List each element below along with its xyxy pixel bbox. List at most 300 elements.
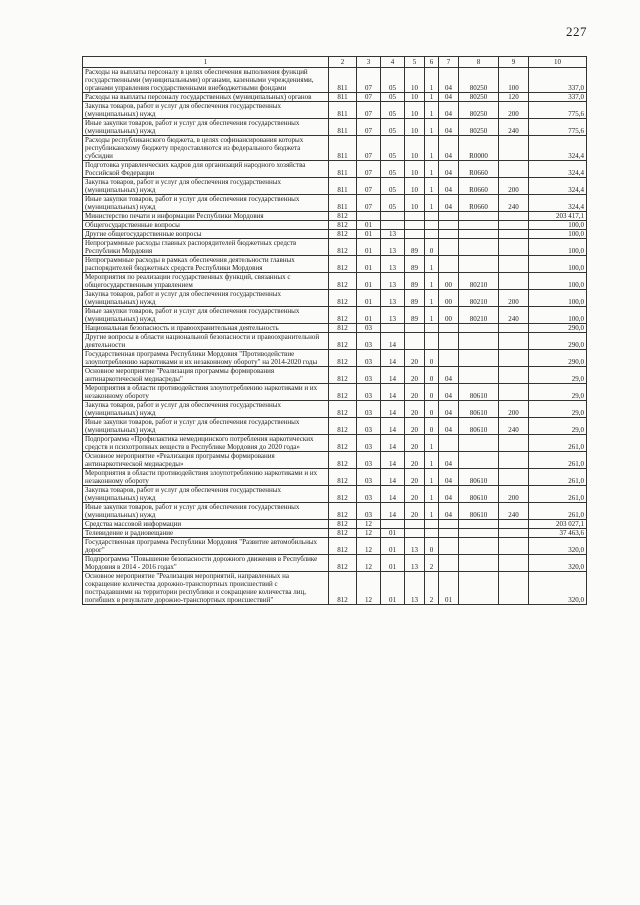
code-direction <box>459 324 499 333</box>
code-expense-type <box>499 572 529 605</box>
code-program <box>405 333 425 350</box>
code-ministry: 812 <box>329 256 357 273</box>
code-direction <box>459 212 499 221</box>
row-amount: 100,0 <box>529 290 587 307</box>
row-name: Национальная безопасность и правоохранительная деятельность <box>83 324 329 333</box>
code-section: 03 <box>357 469 381 486</box>
code-expense-type <box>499 435 529 452</box>
code-direction <box>459 529 499 538</box>
table-row <box>83 239 587 256</box>
table-row <box>83 384 587 401</box>
code-expense-type: 240 <box>499 195 529 212</box>
code-subsection: 13 <box>381 256 405 273</box>
code-ministry: 812 <box>329 367 357 384</box>
code-program: 89 <box>405 307 425 324</box>
code-activity: 04 <box>439 503 459 520</box>
code-program: 20 <box>405 384 425 401</box>
code-ministry: 812 <box>329 529 357 538</box>
code-expense-type <box>499 212 529 221</box>
code-ministry: 812 <box>329 324 357 333</box>
code-subsection: 01 <box>381 572 405 605</box>
code-subprogram: 1 <box>425 273 439 290</box>
code-expense-type: 200 <box>499 486 529 503</box>
code-expense-type <box>499 239 529 256</box>
code-ministry: 812 <box>329 555 357 572</box>
row-amount: 261,0 <box>529 503 587 520</box>
code-section: 03 <box>357 384 381 401</box>
code-ministry: 812 <box>329 273 357 290</box>
code-subprogram: 1 <box>425 256 439 273</box>
code-activity: 04 <box>439 93 459 102</box>
code-program: 89 <box>405 256 425 273</box>
table-row <box>83 503 587 520</box>
code-activity: 04 <box>439 119 459 136</box>
code-ministry: 812 <box>329 418 357 435</box>
code-activity: 04 <box>439 452 459 469</box>
code-expense-type <box>499 367 529 384</box>
row-amount: 337,0 <box>529 68 587 93</box>
table-row <box>83 273 587 290</box>
table-row <box>83 572 587 605</box>
table-row <box>83 230 587 239</box>
row-name: Основное мероприятие «Реализация программы формирования антинаркотической медиасреды» <box>83 452 329 469</box>
code-ministry: 812 <box>329 212 357 221</box>
code-ministry: 811 <box>329 119 357 136</box>
row-amount: 324,4 <box>529 136 587 161</box>
row-amount: 100,0 <box>529 256 587 273</box>
code-subsection <box>381 324 405 333</box>
code-section: 07 <box>357 178 381 195</box>
code-section: 03 <box>357 452 381 469</box>
code-expense-type: 200 <box>499 102 529 119</box>
code-expense-type: 120 <box>499 93 529 102</box>
code-activity <box>439 324 459 333</box>
code-subprogram: 0 <box>425 239 439 256</box>
row-name: Другие вопросы в области национальной безопасности и правоохранительной деятельности <box>83 333 329 350</box>
table-row <box>83 367 587 384</box>
code-subsection: 14 <box>381 333 405 350</box>
code-activity: 04 <box>439 195 459 212</box>
code-expense-type <box>499 256 529 273</box>
row-amount: 290,0 <box>529 350 587 367</box>
code-expense-type <box>499 136 529 161</box>
code-program <box>405 520 425 529</box>
code-subprogram: 1 <box>425 469 439 486</box>
table-row <box>83 136 587 161</box>
row-amount: 261,0 <box>529 452 587 469</box>
row-amount: 324,4 <box>529 195 587 212</box>
code-ministry: 811 <box>329 161 357 178</box>
code-expense-type <box>499 520 529 529</box>
code-subsection: 05 <box>381 178 405 195</box>
code-section: 12 <box>357 538 381 555</box>
code-program: 20 <box>405 469 425 486</box>
row-amount: 324,4 <box>529 178 587 195</box>
table-row <box>83 401 587 418</box>
code-program: 20 <box>405 486 425 503</box>
code-subprogram <box>425 333 439 350</box>
row-name: Государственная программа Республики Мордовия "Развитие автомобильных дорог" <box>83 538 329 555</box>
code-ministry: 812 <box>329 486 357 503</box>
code-subsection: 13 <box>381 307 405 324</box>
code-direction <box>459 555 499 572</box>
row-name: Иные закупки товаров, работ и услуг для обеспечения государственных (муниципальных) нужд <box>83 195 329 212</box>
code-expense-type <box>499 273 529 290</box>
row-name: Основное мероприятие "Реализация программы формирования антинаркотической медиасреды" <box>83 367 329 384</box>
table-row <box>83 119 587 136</box>
code-subprogram: 0 <box>425 418 439 435</box>
code-activity <box>439 350 459 367</box>
code-direction: 80250 <box>459 102 499 119</box>
code-direction: 80610 <box>459 418 499 435</box>
code-program <box>405 212 425 221</box>
code-section: 07 <box>357 136 381 161</box>
row-name: Иные закупки товаров, работ и услуг для обеспечения государственных (муниципальных) нужд <box>83 307 329 324</box>
code-subsection: 14 <box>381 469 405 486</box>
code-section: 07 <box>357 161 381 178</box>
code-program: 20 <box>405 435 425 452</box>
row-name: Расходы на выплаты персоналу в целях обеспечения выполнения функций государственными (муниципальными) органами, казенными учреждениями, органами управления государственными внебюджетными фондами <box>83 68 329 93</box>
code-subsection: 05 <box>381 119 405 136</box>
code-ministry: 812 <box>329 230 357 239</box>
code-subsection: 14 <box>381 401 405 418</box>
row-name: Министерство печати и информации Республики Мордовия <box>83 212 329 221</box>
row-amount: 261,0 <box>529 469 587 486</box>
code-ministry: 812 <box>329 520 357 529</box>
code-ministry: 811 <box>329 178 357 195</box>
code-ministry: 811 <box>329 102 357 119</box>
header-cell: 1 <box>83 57 329 68</box>
row-name: Иные закупки товаров, работ и услуг для обеспечения государственных (муниципальных) нужд <box>83 503 329 520</box>
row-name: Иные закупки товаров, работ и услуг для обеспечения государственных (муниципальных) нужд <box>83 418 329 435</box>
code-subprogram: 1 <box>425 290 439 307</box>
code-section: 03 <box>357 324 381 333</box>
code-expense-type <box>499 469 529 486</box>
table-row <box>83 307 587 324</box>
code-section: 12 <box>357 555 381 572</box>
code-program: 10 <box>405 68 425 93</box>
code-activity: 00 <box>439 273 459 290</box>
code-activity: 04 <box>439 401 459 418</box>
code-program <box>405 324 425 333</box>
code-subsection <box>381 221 405 230</box>
code-expense-type <box>499 350 529 367</box>
row-name: Мероприятия в области противодействия злоупотреблению наркотиками и их незаконному обороту <box>83 384 329 401</box>
code-direction <box>459 230 499 239</box>
code-direction: 80610 <box>459 384 499 401</box>
code-direction: 80210 <box>459 290 499 307</box>
code-section: 01 <box>357 256 381 273</box>
row-amount: 261,0 <box>529 435 587 452</box>
row-amount: 100,0 <box>529 273 587 290</box>
row-name: Общегосударственные вопросы <box>83 221 329 230</box>
table-row <box>83 538 587 555</box>
code-section: 01 <box>357 307 381 324</box>
code-subsection <box>381 520 405 529</box>
code-section: 01 <box>357 290 381 307</box>
code-subprogram: 1 <box>425 195 439 212</box>
code-section: 01 <box>357 230 381 239</box>
table-row <box>83 418 587 435</box>
row-amount: 29,0 <box>529 418 587 435</box>
code-activity: 04 <box>439 136 459 161</box>
row-amount: 290,0 <box>529 324 587 333</box>
header-cell: 6 <box>425 57 439 68</box>
code-direction <box>459 538 499 555</box>
code-subsection: 05 <box>381 195 405 212</box>
code-subprogram: 1 <box>425 178 439 195</box>
code-section <box>357 212 381 221</box>
code-subsection: 05 <box>381 93 405 102</box>
row-amount: 203 027,1 <box>529 520 587 529</box>
row-name: Расходы на выплаты персоналу государственных (муниципальных) органов <box>83 93 329 102</box>
code-subprogram: 1 <box>425 161 439 178</box>
row-name: Мероприятия по реализации государственных функций, связанных с общегосударственным управлением <box>83 273 329 290</box>
table-row <box>83 452 587 469</box>
code-subsection: 05 <box>381 161 405 178</box>
code-ministry: 812 <box>329 572 357 605</box>
code-direction: 80610 <box>459 401 499 418</box>
code-subsection: 05 <box>381 136 405 161</box>
code-section: 03 <box>357 401 381 418</box>
code-section: 03 <box>357 435 381 452</box>
code-program <box>405 230 425 239</box>
code-direction: R0660 <box>459 195 499 212</box>
table-row <box>83 178 587 195</box>
code-subprogram <box>425 230 439 239</box>
row-amount: 37 463,6 <box>529 529 587 538</box>
code-ministry: 812 <box>329 452 357 469</box>
header-cell: 2 <box>329 57 357 68</box>
row-amount: 337,0 <box>529 93 587 102</box>
code-expense-type: 240 <box>499 418 529 435</box>
code-subsection: 14 <box>381 367 405 384</box>
code-section: 07 <box>357 102 381 119</box>
code-expense-type <box>499 161 529 178</box>
code-subprogram: 1 <box>425 452 439 469</box>
code-activity: 00 <box>439 290 459 307</box>
code-subprogram: 1 <box>425 307 439 324</box>
code-ministry: 812 <box>329 350 357 367</box>
code-direction: 80250 <box>459 119 499 136</box>
code-direction: 80210 <box>459 273 499 290</box>
code-subsection: 14 <box>381 350 405 367</box>
code-section: 12 <box>357 529 381 538</box>
code-direction <box>459 350 499 367</box>
budget-table <box>82 56 587 605</box>
code-ministry: 812 <box>329 221 357 230</box>
table-row <box>83 333 587 350</box>
code-program: 10 <box>405 93 425 102</box>
code-subprogram: 1 <box>425 136 439 161</box>
code-ministry: 811 <box>329 68 357 93</box>
row-name: Мероприятия в области противодействия злоупотреблению наркотиками и их незаконному обороту <box>83 469 329 486</box>
code-ministry: 812 <box>329 435 357 452</box>
code-program: 89 <box>405 290 425 307</box>
code-subprogram <box>425 520 439 529</box>
code-activity <box>439 230 459 239</box>
row-name: Расходы республиканского бюджета, в целях софинансирования которых республиканскому бюджету предоставляются из федерального бюджета субсидии <box>83 136 329 161</box>
code-section: 03 <box>357 486 381 503</box>
code-section: 12 <box>357 520 381 529</box>
row-name: Телевидение и радиовещание <box>83 529 329 538</box>
code-direction <box>459 333 499 350</box>
code-expense-type <box>499 324 529 333</box>
code-section: 07 <box>357 119 381 136</box>
code-program: 13 <box>405 572 425 605</box>
code-direction: 80250 <box>459 93 499 102</box>
code-activity <box>439 333 459 350</box>
code-ministry: 812 <box>329 538 357 555</box>
code-activity: 04 <box>439 384 459 401</box>
code-section: 12 <box>357 572 381 605</box>
code-subprogram: 1 <box>425 68 439 93</box>
code-activity: 04 <box>439 367 459 384</box>
code-subprogram <box>425 221 439 230</box>
code-section: 01 <box>357 221 381 230</box>
code-activity <box>439 256 459 273</box>
code-activity: 04 <box>439 178 459 195</box>
code-direction <box>459 572 499 605</box>
row-name: Непрограммные расходы главных распорядителей бюджетных средств Республики Мордовия <box>83 239 329 256</box>
code-ministry: 812 <box>329 307 357 324</box>
code-expense-type: 200 <box>499 401 529 418</box>
code-activity <box>439 529 459 538</box>
row-name: Подготовка управленческих кадров для организаций народного хозяйства Российской Федерации <box>83 161 329 178</box>
row-amount: 324,4 <box>529 161 587 178</box>
code-activity <box>439 538 459 555</box>
header-cell: 7 <box>439 57 459 68</box>
row-amount: 29,0 <box>529 384 587 401</box>
code-program: 20 <box>405 350 425 367</box>
code-program: 20 <box>405 452 425 469</box>
code-program <box>405 221 425 230</box>
table-row <box>83 324 587 333</box>
code-activity <box>439 221 459 230</box>
code-expense-type: 240 <box>499 503 529 520</box>
header-cell: 3 <box>357 57 381 68</box>
code-section: 07 <box>357 195 381 212</box>
code-ministry: 812 <box>329 239 357 256</box>
row-name: Непрограммные расходы в рамках обеспечения деятельности главных распорядителей бюджетных средств Республики Мордовия <box>83 256 329 273</box>
code-subprogram: 1 <box>425 93 439 102</box>
code-expense-type: 100 <box>499 68 529 93</box>
table-row <box>83 290 587 307</box>
code-program: 20 <box>405 418 425 435</box>
code-subsection <box>381 212 405 221</box>
row-name: Подпрограмма "Повышение безопасности дорожного движения в Республике Мордовия в 2014 - 2016 годах" <box>83 555 329 572</box>
code-subsection: 05 <box>381 68 405 93</box>
code-program: 10 <box>405 178 425 195</box>
code-activity <box>439 212 459 221</box>
code-ministry: 811 <box>329 195 357 212</box>
code-subprogram: 1 <box>425 486 439 503</box>
code-section: 03 <box>357 333 381 350</box>
row-amount: 203 417,1 <box>529 212 587 221</box>
code-program <box>405 529 425 538</box>
code-subprogram: 0 <box>425 367 439 384</box>
row-name: Закупка товаров, работ и услуг для обеспечения государственных (муниципальных) нужд <box>83 486 329 503</box>
row-amount: 29,0 <box>529 367 587 384</box>
code-activity <box>439 239 459 256</box>
code-program: 20 <box>405 503 425 520</box>
table-body <box>83 68 587 605</box>
code-program: 89 <box>405 239 425 256</box>
code-section: 01 <box>357 273 381 290</box>
code-expense-type <box>499 538 529 555</box>
code-ministry: 812 <box>329 290 357 307</box>
row-name: Иные закупки товаров, работ и услуг для обеспечения государственных (муниципальных) нужд <box>83 119 329 136</box>
code-section: 03 <box>357 367 381 384</box>
code-expense-type: 200 <box>499 178 529 195</box>
code-activity: 00 <box>439 307 459 324</box>
row-amount: 320,0 <box>529 538 587 555</box>
code-subprogram <box>425 324 439 333</box>
code-subsection: 14 <box>381 452 405 469</box>
table-header-row <box>83 57 587 68</box>
code-subprogram: 2 <box>425 572 439 605</box>
code-subsection: 05 <box>381 102 405 119</box>
code-program: 10 <box>405 119 425 136</box>
table-row <box>83 350 587 367</box>
table-row <box>83 555 587 572</box>
row-amount: 290,0 <box>529 333 587 350</box>
row-amount: 100,0 <box>529 239 587 256</box>
code-ministry: 812 <box>329 503 357 520</box>
code-subprogram <box>425 212 439 221</box>
code-subsection: 13 <box>381 230 405 239</box>
code-subprogram: 0 <box>425 401 439 418</box>
table-row <box>83 102 587 119</box>
table-row <box>83 212 587 221</box>
code-section: 03 <box>357 418 381 435</box>
code-ministry: 812 <box>329 401 357 418</box>
table-row <box>83 529 587 538</box>
row-name: Другие общегосударственные вопросы <box>83 230 329 239</box>
row-name: Закупка товаров, работ и услуг для обеспечения государственных (муниципальных) нужд <box>83 102 329 119</box>
row-name: Подпрограмма «Профилактика немедицинского потребления наркотических средств и психотропных веществ в Республике Мордовия до 2020 года» <box>83 435 329 452</box>
code-expense-type: 200 <box>499 290 529 307</box>
code-expense-type <box>499 384 529 401</box>
code-direction: R0000 <box>459 136 499 161</box>
table-row <box>83 435 587 452</box>
code-expense-type <box>499 555 529 572</box>
row-amount: 775,6 <box>529 102 587 119</box>
code-direction: R0660 <box>459 178 499 195</box>
row-amount: 320,0 <box>529 555 587 572</box>
code-section: 03 <box>357 350 381 367</box>
code-direction <box>459 435 499 452</box>
code-program: 10 <box>405 161 425 178</box>
code-subsection: 14 <box>381 384 405 401</box>
code-expense-type <box>499 452 529 469</box>
code-direction: 80210 <box>459 307 499 324</box>
code-expense-type <box>499 529 529 538</box>
code-subsection: 14 <box>381 435 405 452</box>
code-subprogram: 0 <box>425 384 439 401</box>
code-subsection: 13 <box>381 290 405 307</box>
code-subprogram <box>425 529 439 538</box>
row-amount: 100,0 <box>529 230 587 239</box>
code-ministry: 811 <box>329 136 357 161</box>
row-name: Закупка товаров, работ и услуг для обеспечения государственных (муниципальных) нужд <box>83 401 329 418</box>
code-subprogram: 0 <box>425 538 439 555</box>
code-subprogram: 1 <box>425 503 439 520</box>
code-subprogram: 1 <box>425 119 439 136</box>
code-activity: 04 <box>439 418 459 435</box>
code-ministry: 812 <box>329 384 357 401</box>
code-program: 20 <box>405 367 425 384</box>
